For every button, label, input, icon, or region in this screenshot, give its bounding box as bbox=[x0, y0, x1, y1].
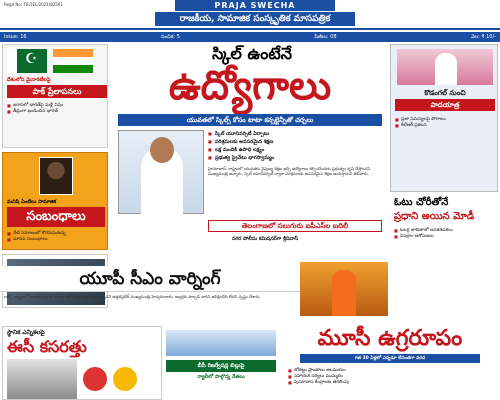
chief-minister-photo bbox=[118, 130, 204, 214]
india-flag-icon bbox=[53, 49, 93, 73]
story-kicker: కొడంగల్ నుంచి bbox=[424, 89, 466, 97]
story-headline: పాక్ ప్రేలాపనలు bbox=[7, 85, 107, 98]
list-item: ■ ప్రజా సమస్యలపై పోరాటం bbox=[395, 117, 446, 123]
transfer-subheadline: నగర పోలీసు కమిషనర్‌గా శ్రీనివాస్ bbox=[232, 236, 299, 242]
list-item: ■ ఓటర్ల జాబితాలో అవకతవకలు bbox=[394, 228, 453, 234]
lead-story[interactable] bbox=[112, 44, 388, 266]
list-item: ■ నేటి సమాజంలో కొరవడుతున్న bbox=[7, 231, 66, 237]
list-item: ■ పునరావాస కేంద్రాలకు తరలింపు bbox=[288, 380, 498, 386]
lead-subheadline: స్కిల్ ఉంటేనే bbox=[212, 44, 292, 63]
lead-headline: ఉద్యోగాలు bbox=[168, 63, 332, 109]
list-item: ■ విపక్షాల ఆరోపణలు bbox=[394, 234, 453, 240]
tagline: రాజకీయ, సామాజిక సంస్కృతిక మాసపత్రిక bbox=[155, 12, 355, 26]
story-bullets bbox=[7, 103, 63, 115]
masthead bbox=[0, 0, 500, 30]
vote-story[interactable] bbox=[390, 196, 500, 296]
up-cm-body: లక్నో: రాష్ట్రంలో శాంతిభద్రతలకు భంగం కలిగిస్తే కఠిన చర్యలు తప్పవని ఉత్తరప్రదేశ్ ముఖ్యమంత్రి హెచ్చరించారు. అల్లర్లకు పాల్పడే వారిని ఉపేక్షించేది లేదని స్పష్టం చేశారు. bbox=[4, 294, 261, 299]
person-figure bbox=[332, 270, 356, 316]
story-photo bbox=[7, 359, 77, 399]
flags-image bbox=[7, 49, 93, 73]
pakistan-story[interactable] bbox=[2, 44, 108, 148]
transfer-headline[interactable]: తెలంగాణలో సలుగురు ఐపీఎస్‌ల బదిలీ bbox=[208, 220, 382, 232]
election-commission-story[interactable] bbox=[2, 326, 162, 400]
list-item: ■ లోతట్టు ప్రాంతాలు జలమయం bbox=[288, 368, 498, 374]
brand-name: PRAJA SWECHA bbox=[175, 0, 335, 11]
registration-text: Regd No: TELTEL/2021/82561 bbox=[4, 2, 63, 7]
list-item: ■ స్కిల్ యూనివర్సిటీ ఏర్పాటు bbox=[208, 130, 384, 138]
relations-story[interactable] bbox=[2, 152, 108, 250]
person-figure bbox=[435, 53, 457, 85]
author-portrait bbox=[39, 157, 73, 195]
story-headline: ఈసీ కసరత్తు bbox=[7, 337, 87, 356]
story-bullets bbox=[288, 368, 498, 386]
right-column bbox=[390, 44, 500, 194]
lead-body: హైదరాబాద్: రాష్ట్రంలో యువతకు నైపుణ్య శిక్షణ ఇచ్చి ఉద్యోగాలు కల్పించేందుకు ప్రభుత్వం కృషి చేస్తోందని ముఖ్యమంత్రి అన్నారు. స్కిల్ యూనివర్సిటీ ద్వారా పరిశ్రమలకు అవసరమైన శిక్షణ అందిస్తామని తెలిపారు. bbox=[208, 166, 370, 176]
list-item: ■ పరిశ్రమలకు అవసరమైన శిక్షణ bbox=[208, 138, 384, 146]
story-bullets bbox=[395, 117, 446, 129]
page-count: పేజీలు: 08 bbox=[314, 34, 337, 40]
story-headline: సంబంధాలు bbox=[7, 207, 105, 227]
up-cm-photo bbox=[300, 262, 388, 316]
lead-strapline: యువతలో స్కిల్స్ కోసం టాటా కన్సల్టెన్సీతో చర్చలు bbox=[118, 114, 382, 126]
list-item: ■ తీవ్రంగా ఖండించిన భారత్ bbox=[7, 109, 63, 115]
list-item: ■ మానవ సంబంధాలు bbox=[7, 237, 66, 243]
story-kicker: దేశంలోని మైనారిటీలపై bbox=[7, 77, 51, 83]
issue-number: Issue: 16 bbox=[4, 34, 27, 40]
party-logo-icon bbox=[83, 367, 107, 391]
lead-bullets bbox=[208, 130, 384, 162]
story-bullets bbox=[7, 231, 66, 243]
list-item: ■ సహాయక చర్యలు ముమ్మరం bbox=[288, 374, 498, 380]
person-face bbox=[150, 137, 174, 163]
list-item: ■ లక్ష మందికి ఉపాధి లక్ష్యం bbox=[208, 146, 384, 154]
story-headline-line1: ఓటు చోరీతోనే bbox=[394, 197, 449, 208]
up-cm-headline[interactable]: యూపీ సీఎం వార్నింగ్ bbox=[0, 266, 300, 292]
price: వెల: ₹ 10/- bbox=[470, 34, 496, 40]
list-item: ■ కేటీఆర్ ప్రకటన bbox=[395, 123, 446, 129]
rally-story[interactable] bbox=[166, 330, 276, 400]
story-strapline: గత 30 ఏళ్లలో ఎన్నడూ లేనంతగా వరద bbox=[300, 354, 480, 363]
story-headline-line2: ప్రధాని అయిన మోడీ bbox=[394, 211, 475, 222]
issue-info-bar bbox=[0, 32, 500, 42]
story-bullets bbox=[394, 228, 453, 240]
padayatra-story[interactable] bbox=[390, 44, 498, 192]
story-kicker: స్థానిక ఎన్నికలపై bbox=[7, 329, 45, 336]
musi-flood-story[interactable] bbox=[280, 320, 500, 400]
edition-number: సంచిక: 5 bbox=[161, 34, 180, 40]
story-kicker: మనిషి ఏంటిలు సామాజిక bbox=[7, 199, 57, 205]
rally-photo bbox=[166, 330, 276, 356]
pakistan-flag-icon bbox=[7, 49, 47, 73]
list-item: ■ ఐరాసలో భారత్‌పై మళ్లీ విషం bbox=[7, 103, 63, 109]
story-headline: మూసీ ఉగ్రరూపం bbox=[317, 326, 463, 351]
story-headline: బీసీ రిజర్వేషన్ల బిల్లుపై bbox=[166, 360, 276, 372]
list-item: ■ ప్రభుత్వ ప్రైవేటు భాగస్వామ్యం bbox=[208, 154, 384, 162]
party-logo-icon bbox=[113, 367, 137, 391]
leader-photo bbox=[397, 49, 493, 85]
story-headline: పాదయాత్ర bbox=[395, 99, 495, 111]
story-subheadline: ర్యాలీలో పాల్గొన్న నేతలు bbox=[197, 374, 245, 380]
